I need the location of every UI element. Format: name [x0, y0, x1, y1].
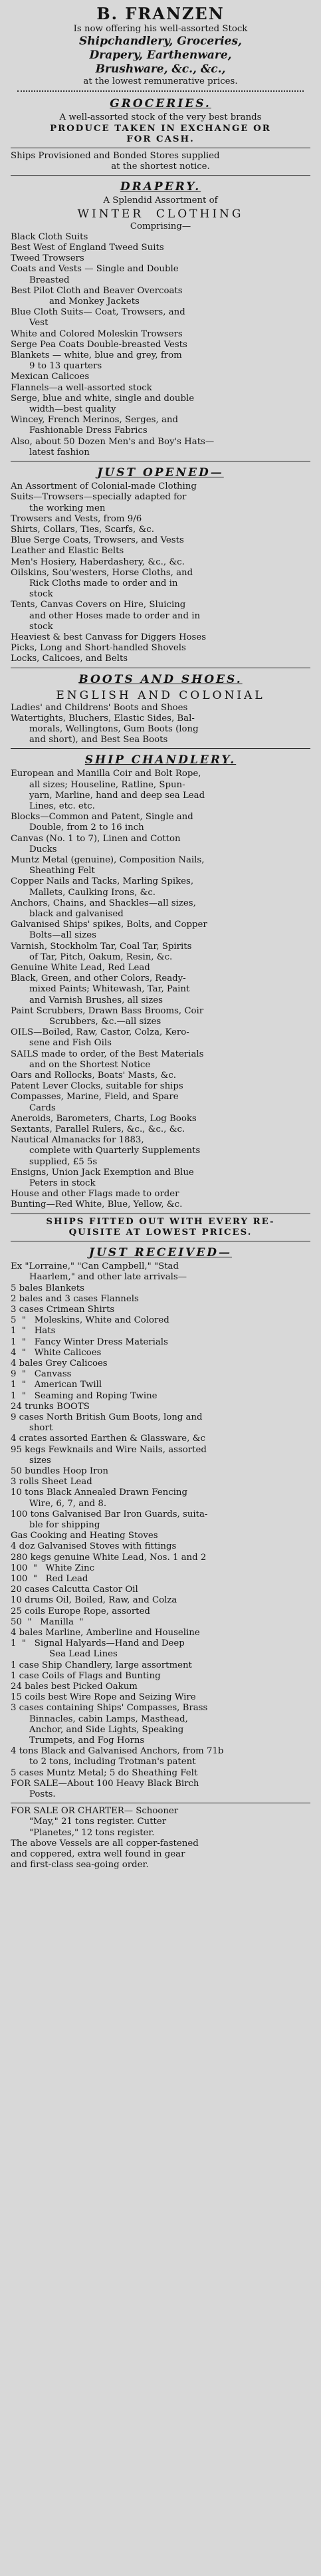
text-line: 4 " White Calicoes	[11, 1347, 102, 1358]
text-line: Picks, Long and Short-handled Shovels	[11, 643, 186, 654]
text-line: An Assortment of Colonial-made Clothing	[11, 481, 197, 492]
text-line: QUISITE AT LOWEST PRICES.	[68, 1227, 253, 1237]
text-line: Double, from 2 to 16 inch	[29, 823, 144, 833]
text-line: "Planetes," 12 tons register.	[29, 1827, 155, 1838]
text-line: 50 bundles Hoop Iron	[11, 1466, 108, 1476]
merchant-name: B. FRANZEN	[96, 4, 225, 23]
divider	[17, 90, 304, 92]
text-line: 1 case Coils of Flags and Bunting	[11, 1670, 161, 1681]
text-line: Anchors, Chains, and Shackles—all sizes,	[11, 898, 196, 908]
sections-block	[11, 95, 310, 1210]
text-line: European and Manilla Coir and Bolt Rope,	[11, 769, 201, 779]
text-line: Nautical Almanacks for 1883,	[11, 1135, 144, 1146]
text-line: Canvas (No. 1 to 7), Linen and Cotton	[11, 833, 181, 844]
text-line: Sheathing Felt	[29, 866, 95, 876]
text-line: Varnish, Stockholm Tar, Coal Tar, Spirits	[11, 941, 192, 952]
text-line: Galvanised Ships' spikes, Bolts, and Copper	[11, 920, 207, 930]
text-line: 4 doz Galvanised Stoves with fittings	[11, 1541, 177, 1552]
text-line: and other Hoses made to order and in	[29, 610, 201, 621]
text-line: Muntz Metal (genuine), Composition Nails,	[11, 854, 205, 865]
text-line: Comprising—	[130, 221, 191, 231]
text-line: Also, about 50 Dozen Men's and Boy's Hats—	[11, 436, 215, 447]
text-line: 100 tons Galvanised Bar Iron Guards, suita-	[11, 1509, 208, 1519]
text-line: latest fashion	[29, 447, 90, 457]
text-line: Oars and Rollocks, Boats' Masts, &c.	[11, 1071, 177, 1081]
text-line: 3 rolls Sheet Lead	[11, 1477, 92, 1487]
text-line: sizes	[29, 1455, 51, 1466]
text-line: 5 " Moleskins, White and Colored	[11, 1315, 169, 1326]
text-line: 5 bales Blankets	[11, 1283, 84, 1293]
text-line: Binnacles, cabin Lamps, Masthead,	[29, 1714, 188, 1724]
text-line: black and galvanised	[29, 909, 124, 919]
text-line: Paint Scrubbers, Drawn Bass Brooms, Coir	[11, 1005, 204, 1016]
text-line: all sizes; Houseline, Ratline, Spun-	[29, 779, 185, 790]
text-line: FOR CASH.	[126, 134, 195, 144]
ships-fitted-block	[11, 1217, 310, 1238]
text-line: 280 kegs genuine White Lead, Nos. 1 and 2	[11, 1552, 207, 1563]
text-line: Suits—Trowsers—specially adapted for	[11, 492, 187, 503]
text-line: Mallets, Caulking Irons, &c.	[29, 887, 156, 898]
text-line: 1 " Seaming and Roping Twine	[11, 1390, 158, 1401]
text-line: Cards	[29, 1102, 56, 1113]
text-line: 10 tons Black Annealed Drawn Fencing	[11, 1487, 188, 1498]
text-line: 25 coils Europe Rope, assorted	[11, 1606, 150, 1616]
section-heading: JUST OPENED—	[97, 466, 224, 480]
text-line: The above Vessels are all copper-fastened	[11, 1838, 199, 1849]
text-line: stock	[29, 621, 53, 632]
text-line: sene and Fish Oils	[29, 1038, 112, 1049]
text-line: 1 " American Twill	[11, 1380, 102, 1390]
text-line: Black, Green, and other Colors, Ready-	[11, 973, 186, 984]
text-line: Genuine White Lead, Red Lead	[11, 963, 150, 973]
text-line: Ships Provisioned and Bonded Stores supplied	[11, 151, 220, 162]
text-line: short	[29, 1423, 53, 1434]
text-line: Best West of England Tweed Suits	[11, 243, 164, 253]
text-line: to 2 tons, including Trotman's patent	[29, 1757, 196, 1767]
text-line: Shirts, Collars, Ties, Scarfs, &c.	[11, 524, 154, 535]
text-line: Wire, 6, 7, and 8.	[29, 1498, 107, 1509]
text-line: Lines, etc. etc.	[29, 801, 95, 811]
text-line: Flannels—a well-assorted stock	[11, 382, 152, 393]
section-heading-just-received: JUST RECEIVED—	[88, 1246, 233, 1260]
section-body	[11, 769, 310, 1210]
text-line: 4 tons Black and Galvanised Anchors, from 71b	[11, 1746, 224, 1757]
divider	[11, 748, 310, 749]
text-line: supplied, £5 5s	[29, 1156, 98, 1167]
text-line: Bunting—Red White, Blue, Yellow, &c.	[11, 1200, 183, 1210]
text-line: Drapery, Earthenware,	[89, 49, 232, 63]
text-line: Ensigns, Union Jack Exemption and Blue	[11, 1167, 194, 1178]
text-line: at the lowest remunerative prices.	[83, 76, 238, 87]
text-line: WINTER CLOTHING	[77, 207, 244, 221]
text-line: Scrubbers, &c.—all sizes	[49, 1017, 161, 1027]
text-line: Ladies' and Childrens' Boots and Shoes	[11, 702, 188, 713]
text-line: Ex "Lorraine," "Can Campbell," "Stad	[11, 1261, 179, 1272]
text-line: Men's Hosiery, Haberdashery, &c., &c.	[11, 557, 185, 567]
text-line: Tweed Trowsers	[11, 253, 84, 264]
divider	[11, 175, 310, 176]
text-line: 100 " Red Lead	[11, 1573, 88, 1584]
text-line: width—best quality	[29, 404, 116, 415]
text-line: stock	[29, 589, 53, 600]
text-line: Breasted	[29, 275, 70, 285]
text-line: 1 case Ship Chandlery, large assortment	[11, 1660, 192, 1670]
text-line: Heaviest & best Canvass for Diggers Hoses	[11, 632, 207, 642]
text-line: Tents, Canvas Covers on Hire, Sluicing	[11, 600, 186, 610]
section-heading: BOOTS AND SHOES.	[78, 672, 243, 686]
text-line: and Varnish Brushes, all sizes	[29, 995, 163, 1005]
text-line: Peters in stock	[29, 1178, 96, 1189]
text-line: FOR SALE—About 100 Heavy Black Birch	[11, 1778, 199, 1789]
text-line: 4 bales Grey Calicoes	[11, 1358, 108, 1368]
text-line: 20 cases Calcutta Castor Oil	[11, 1585, 138, 1595]
text-line: Bolts—all sizes	[29, 930, 96, 941]
section-heading: DRAPERY.	[120, 180, 201, 194]
text-line: Trowsers and Vests, from 9/6	[11, 513, 142, 524]
text-line: Locks, Calicoes, and Belts	[11, 654, 128, 664]
text-line: Anchor, and Side Lights, Speaking	[29, 1724, 184, 1735]
text-line: complete with Quarterly Supplements	[29, 1146, 201, 1156]
text-line: Haarlem," and other late arrivals—	[29, 1272, 187, 1283]
text-line: 9 cases North British Gum Boots, long and	[11, 1412, 203, 1422]
text-line: FOR SALE OR CHARTER— Schooner	[11, 1806, 179, 1817]
section-body	[11, 481, 310, 664]
text-line: mixed Paints; Whitewash, Tar, Paint	[29, 984, 190, 995]
text-line: Patent Lever Clocks, suitable for ships	[11, 1081, 183, 1092]
text-line: Gas Cooking and Heating Stoves	[11, 1531, 158, 1541]
section-body	[11, 112, 310, 172]
text-line: Sextants, Parallel Rulers, &c., &c., &c.	[11, 1124, 185, 1135]
text-line: ENGLISH AND COLONIAL	[56, 688, 265, 702]
text-line: 50 " Manilla "	[11, 1616, 84, 1627]
text-line: ble for shipping	[29, 1519, 100, 1530]
text-line: 10 drums Oil, Boiled, Raw, and Colza	[11, 1595, 177, 1606]
text-line: yarn, Marline, hand and deep sea Lead	[29, 790, 205, 801]
text-line: Watertights, Bluchers, Elastic Sides, Bal-	[11, 713, 195, 723]
text-line: 24 bales best Picked Oakum	[11, 1682, 138, 1692]
text-line: and short), and Best Sea Boots	[29, 735, 168, 745]
text-line: 9 to 13 quarters	[29, 361, 102, 372]
text-line: SHIPS FITTED OUT WITH EVERY RE-	[46, 1216, 275, 1227]
text-line: Vest	[29, 318, 49, 328]
text-line: Compasses, Marine, Field, and Spare	[11, 1092, 179, 1102]
text-line: PRODUCE TAKEN IN EXCHANGE OR	[50, 123, 271, 134]
for-sale-block	[11, 1806, 310, 1870]
text-line: Coats and Vests — Single and Double	[11, 264, 179, 275]
text-line: 3 cases containing Ships' Compasses, Brass	[11, 1703, 208, 1714]
text-line: Ducks	[29, 844, 57, 854]
text-line: Is now offering his well-assorted Stock	[73, 24, 248, 34]
intro-block	[11, 24, 310, 87]
text-line: Aneroids, Barometers, Charts, Log Books	[11, 1113, 197, 1124]
text-line: Trumpets, and Fog Horns	[29, 1736, 145, 1746]
text-line: 4 crates assorted Earthen & Glassware, &c	[11, 1434, 205, 1444]
text-line: Copper Nails and Tacks, Marling Spikes,	[11, 876, 194, 887]
text-line: 100 " White Zinc	[11, 1563, 95, 1573]
text-line: and first-class sea-going order.	[11, 1860, 149, 1870]
text-line: and Monkey Jackets	[49, 297, 140, 307]
text-line: 9 " Canvass	[11, 1369, 72, 1380]
text-line: OILS—Boiled, Raw, Castor, Colza, Kero-	[11, 1027, 189, 1038]
text-line: Serge Pea Coats Double-breasted Vests	[11, 339, 187, 350]
text-line: Oilskins, Sou'westers, Horse Cloths, and	[11, 567, 193, 578]
text-line: morals, Wellingtons, Gum Boots (long	[29, 723, 199, 734]
text-line: A Splendid Assortment of	[103, 195, 218, 206]
text-line: 95 kegs Fewknails and Wire Nails, assorted	[11, 1444, 207, 1455]
text-line: "May," 21 tons register. Cutter	[29, 1817, 167, 1827]
text-line: of Tar, Pitch, Oakum, Resin, &c.	[29, 952, 173, 962]
section-body	[11, 688, 310, 746]
section-body	[11, 195, 310, 458]
text-line: 1 " Hats	[11, 1326, 56, 1337]
text-line: Serge, blue and white, single and double	[11, 393, 195, 404]
section-heading: SHIP CHANDLERY.	[84, 753, 237, 767]
text-line: Rick Cloths made to order and in	[29, 578, 178, 588]
text-line: Black Cloth Suits	[11, 231, 88, 242]
text-line: White and Colored Moleskin Trowsers	[11, 328, 183, 339]
text-line: Posts.	[29, 1789, 56, 1800]
text-line: Best Pilot Cloth and Beaver Overcoats	[11, 285, 183, 296]
text-line: and on the Shortest Notice	[29, 1059, 151, 1070]
text-line: and coppered, extra well found in gear	[11, 1849, 185, 1860]
text-line: 1 " Signal Halyards—Hand and Deep	[11, 1638, 185, 1649]
text-line: Wincey, French Merinos, Serges, and	[11, 415, 178, 426]
text-line: 2 bales and 3 cases Flannels	[11, 1293, 139, 1304]
text-line: 3 cases Crimean Shirts	[11, 1304, 115, 1315]
text-line: Fashionable Dress Fabrics	[29, 426, 148, 436]
text-line: 5 cases Muntz Metal; 5 do Sheathing Felt	[11, 1767, 198, 1778]
text-line: House and other Flags made to order	[11, 1189, 179, 1200]
text-line: Blankets — white, blue and grey, from	[11, 350, 182, 361]
text-line: Shipchandlery, Groceries,	[79, 35, 242, 49]
text-line: the working men	[29, 503, 106, 513]
text-line: Leather and Elastic Belts	[11, 546, 124, 557]
section-heading: GROCERIES.	[110, 97, 211, 111]
text-line: Blue Cloth Suits— Coat, Trowsers, and	[11, 307, 185, 318]
text-line: SAILS made to order, of the Best Materials	[11, 1049, 204, 1059]
text-line: 15 coils best Wire Rope and Seizing Wire	[11, 1692, 196, 1703]
text-line: at the shortest notice.	[111, 162, 210, 172]
text-line: Brushware, &c., &c.,	[95, 63, 226, 76]
text-line: 4 bales Marline, Amberline and Houseline	[11, 1628, 200, 1638]
text-line: 1 " Fancy Winter Dress Materials	[11, 1337, 168, 1347]
text-line: Blue Serge Coats, Trowsers, and Vests	[11, 535, 184, 546]
text-line: 24 trunks BOOTS	[11, 1401, 90, 1412]
just-received-block	[11, 1261, 310, 1800]
text-line: Mexican Calicoes	[11, 372, 90, 382]
text-line: Sea Lead Lines	[49, 1649, 118, 1660]
text-line: Blocks—Common and Patent, Single and	[11, 812, 193, 823]
text-line: A well-assorted stock of the very best brands	[59, 112, 262, 123]
